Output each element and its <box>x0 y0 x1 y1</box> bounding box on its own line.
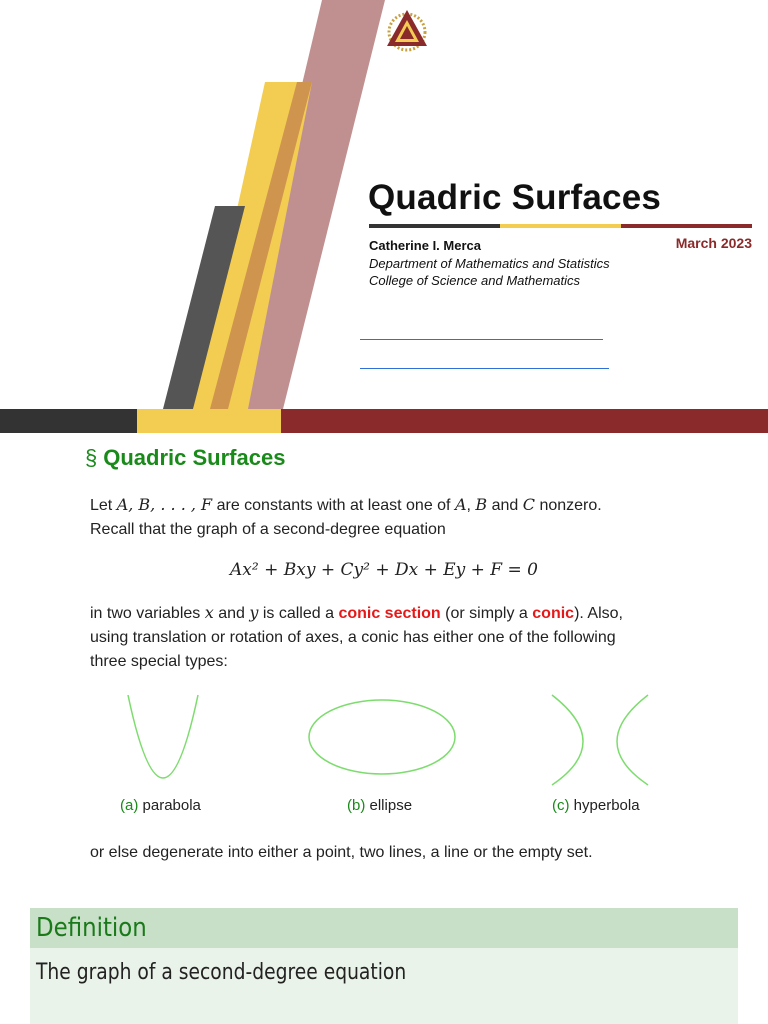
intro-paragraph <box>90 493 690 542</box>
ellipse-curve <box>309 700 455 774</box>
highlight-term: conic <box>532 605 575 622</box>
caption-parabola <box>120 797 201 814</box>
section-title: Quadric Surfaces <box>103 445 286 470</box>
caption-label: (c) <box>552 797 570 814</box>
band-charcoal <box>0 409 137 433</box>
presentation-date: March 2023 <box>675 235 752 251</box>
title-slide <box>0 0 768 433</box>
math-var: y <box>249 603 259 622</box>
text-run: three special types: <box>90 653 228 670</box>
caption-label: (a) <box>120 797 139 814</box>
text-run: nonzero. <box>535 497 602 514</box>
caption-text: parabola <box>138 797 201 814</box>
department-name: Department of Mathematics and Statistics <box>369 256 610 271</box>
presentation-title: Quadric Surfaces <box>368 178 662 217</box>
author-name: Catherine I. Merca <box>369 238 481 253</box>
band-gold <box>137 409 281 433</box>
text-run: , <box>466 497 476 514</box>
band-maroon <box>281 409 768 433</box>
content-slide <box>0 433 768 908</box>
text-run: (or simply a <box>440 605 533 622</box>
title-rule-maroon <box>621 224 752 228</box>
text-run: are constants with at least one of <box>212 497 455 514</box>
caption-hyperbola <box>552 797 640 814</box>
highlight-term: conic section <box>338 605 441 622</box>
text-run: Let <box>90 497 117 514</box>
definition-body: The graph of a second-degree equation <box>36 960 407 985</box>
math-vars: A, B, . . . , F <box>116 495 213 514</box>
conic-figures <box>0 683 768 788</box>
university-seal-icon <box>383 6 431 54</box>
text-run: Recall that the graph of a second-degree equation <box>90 521 446 538</box>
text-run: in two variables <box>90 605 205 622</box>
definition-title: Definition <box>36 913 147 943</box>
caption-text: hyperbola <box>569 797 640 814</box>
definition-block <box>30 908 738 1024</box>
math-var: B <box>475 495 488 514</box>
college-name: College of Science and Mathematics <box>369 273 581 288</box>
text-run: ). Also, <box>574 605 623 622</box>
blank-line-2 <box>360 368 609 369</box>
caption-label: (b) <box>347 797 366 814</box>
conic-equation: Ax² + Bxy + Cy² + Dx + Ey + F = 0 <box>230 560 538 580</box>
caption-text: ellipse <box>365 797 413 814</box>
section-heading <box>85 445 285 471</box>
text-run: and <box>213 605 250 622</box>
blank-line-1 <box>360 339 603 340</box>
text-run: using translation or rotation of axes, a conic has either one of the following <box>90 629 616 646</box>
definition-slide <box>0 908 768 1024</box>
title-rule-charcoal <box>369 224 500 228</box>
degenerate-paragraph: or else degenerate into either a point, two lines, a line or the empty set. <box>90 844 593 861</box>
math-var: C <box>522 495 536 514</box>
conic-paragraph <box>90 601 690 674</box>
title-rule-gold <box>500 224 621 228</box>
definition-header <box>30 908 738 948</box>
math-var: x <box>204 603 214 622</box>
section-symbol: § <box>85 445 98 470</box>
hyperbola-left-branch <box>552 695 583 785</box>
hyperbola-right-branch <box>617 695 648 785</box>
text-run: is called a <box>258 605 339 622</box>
text-run: and <box>487 497 523 514</box>
caption-ellipse <box>347 797 412 814</box>
math-var: A <box>454 495 467 514</box>
parabola-curve <box>128 695 198 778</box>
